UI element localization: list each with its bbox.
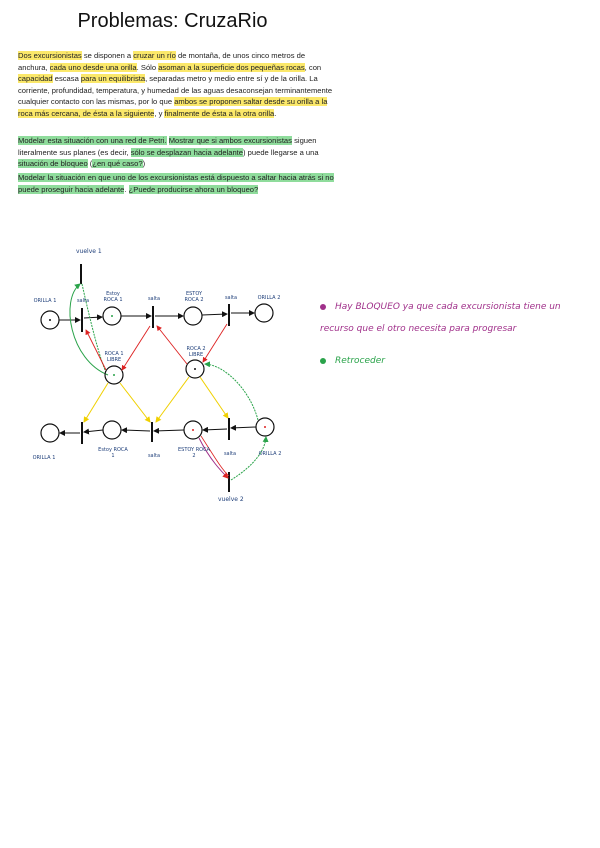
p1-segment-10: para un equilibrista	[80, 74, 146, 84]
label-salta1-bottom: salta	[147, 453, 161, 459]
note-retroceder	[320, 356, 385, 366]
note-retroceder-text: Retroceder	[335, 356, 385, 366]
p2-segment-6: situación de bloqueo	[18, 159, 88, 169]
place-orilla2-top	[255, 304, 273, 322]
label-orilla2-top: ORILLA 2	[257, 295, 281, 301]
problem-paragraph-3	[18, 172, 336, 195]
label-salta3-top: salta	[224, 295, 238, 301]
p1-segment-5: . Sólo	[136, 62, 159, 72]
petri-net-diagram	[0, 240, 300, 520]
label-orilla2-bottom: ORILLA 2	[258, 451, 282, 457]
p2-segment-4: sólo se desplazan hacia adelante	[130, 147, 244, 157]
p1-segment-0: Dos excursionistas	[18, 51, 82, 60]
label-orilla1-bottom: ORILLA 1	[32, 455, 56, 461]
p2-segment-0: Modelar esta situación con una red de Petri.	[18, 136, 167, 145]
p1-segment-8: capacidad	[18, 74, 53, 84]
problem-paragraph-2	[18, 135, 336, 170]
label-roca1-libre: ROCA 1 LIBRE	[104, 351, 124, 363]
p2-segment-7: (	[87, 159, 93, 169]
label-roca2-libre: ROCA 2 LIBRE	[186, 346, 206, 358]
problem-paragraph-1	[18, 50, 336, 120]
p1-segment-11: , separadas metro y medio entre sí y de la orilla. La corriente, profundidad, temperatura, y humedad de las aguas desaconsejan terminantemente cualquier contacto con las mismas, por lo que	[18, 74, 333, 107]
bullet-icon	[320, 358, 326, 364]
note-bloqueo	[320, 296, 582, 340]
p1-segment-4: cada uno desde una orilla	[49, 62, 137, 72]
p2-segment-3: siguen literalmente sus planes (es decir,	[18, 136, 317, 157]
label-vuelve2: vuelve 2	[218, 496, 244, 503]
p1-segment-3: de montaña, de unos cinco metros de anchura,	[18, 51, 306, 72]
label-vuelve1: vuelve 1	[76, 248, 102, 255]
place-orilla1-bottom	[41, 424, 59, 442]
p1-segment-13: , y	[154, 108, 165, 118]
p1-segment-12: ambos se proponen saltar desde su orilla a la roca más cercana, de ésta a la siguiente	[18, 97, 328, 118]
p3-segment-2: ¿Puede producirse ahora un bloqueo?	[128, 184, 259, 194]
label-estoy2-bottom: ESTOY ROCA 2	[178, 447, 211, 459]
p3-segment-0: Modelar la situación en que uno de los excursionistas está dispuesto a saltar hacia atrás si no puede proseguir hacia adelante	[18, 173, 334, 194]
label-salta1-top: salta	[76, 298, 90, 304]
place-roca1-bottom	[103, 421, 121, 439]
p3-segment-1: .	[124, 184, 129, 194]
p2-segment-9: )	[142, 159, 146, 169]
label-salta2-bottom: salta	[223, 451, 237, 457]
page-title: Problemas: CruzaRio	[77, 10, 268, 32]
bullet-icon	[320, 304, 326, 310]
label-orilla1-top: ORILLA 1	[33, 298, 57, 304]
label-estoy1-top: Estoy ROCA 1	[103, 291, 123, 303]
note-bloqueo-text: Hay BLOQUEO ya que cada excursionista tiene un recurso que el otro necesita para progresar	[320, 302, 561, 334]
p1-segment-1: se disponen a	[81, 51, 134, 60]
p1-segment-15: .	[274, 108, 277, 118]
p2-segment-5: ) puede llegarse a una	[243, 147, 319, 157]
label-estoy2-top: ESTOY ROCA 2	[184, 291, 204, 303]
p2-segment-8: ¿en qué caso?	[92, 159, 143, 169]
p1-segment-9: escasa	[52, 74, 81, 84]
p1-segment-7: , con	[304, 62, 322, 72]
label-salta2-top: salta	[147, 296, 161, 302]
p1-segment-14: finalmente de ésta a la otra orilla	[164, 108, 275, 118]
p1-segment-2: cruzar un río	[133, 51, 176, 60]
place-roca2-top	[184, 307, 202, 325]
p2-segment-2: Mostrar que si ambos excursionistas	[168, 136, 292, 145]
p1-segment-6: asoman a la superficie dos pequeñas rocas	[158, 62, 305, 72]
label-estoy1-bottom: Estoy ROCA 1	[98, 447, 128, 459]
